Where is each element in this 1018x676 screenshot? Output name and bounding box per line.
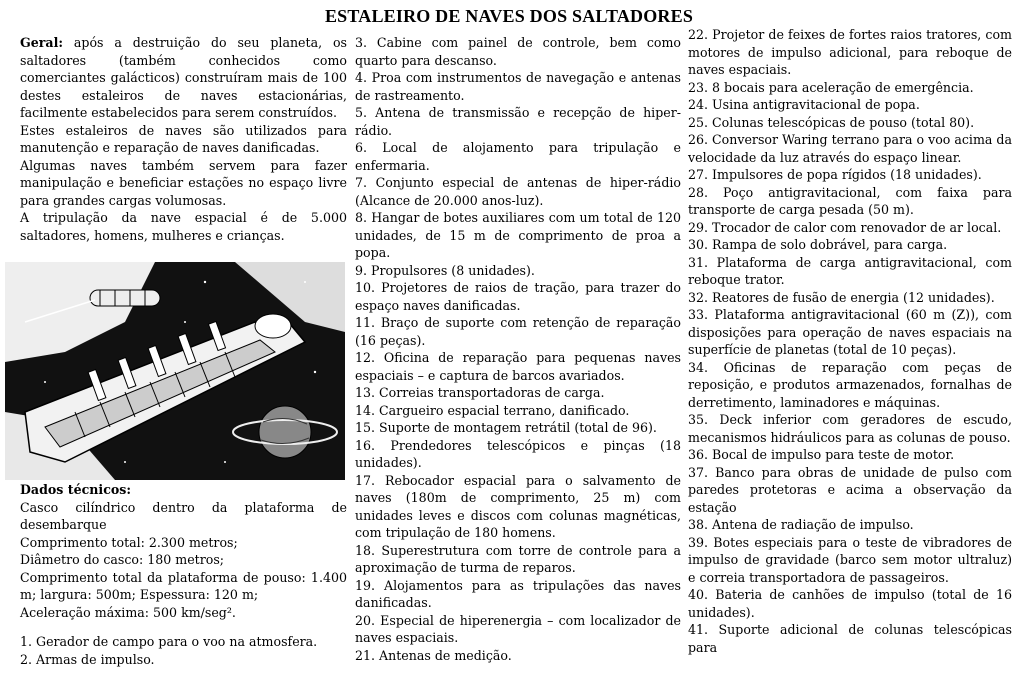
list-item: 18. Superestrutura com torre de controle para a aproximação de turma de reparos. [355,542,681,575]
list-item: 14. Cargueiro espacial terrano, danificado. [355,402,630,418]
geral-paragraph-3: Algumas naves também servem para fazer manipulação e beneficiar estações no espaço livre para grandes cargas volumosas. [20,157,347,208]
list-item: 17. Rebocador espacial para o salvamento de naves (180m de comprimento, 25 m) com unidades leves e discos com colunas magnéticas, com tripulação de 180 homens. [355,472,681,540]
column-1 [20,34,347,244]
list-item: 41. Suporte adicional de colunas telescópicas para [688,622,1012,655]
list-item: 9. Propulsores (8 unidades). [355,262,535,278]
list-item: 6. Local de alojamento para tripulação e enfermaria. [355,140,681,173]
geral-paragraph-2: Estes estaleiros de naves são utilizados para manutenção e reparação de naves danificadas. [20,122,347,155]
geral-paragraph-4: A tripulação da nave espacial é de 5.000 saltadores, homens, mulheres e crianças. [20,210,347,243]
page-title: ESTALEIRO DE NAVES DOS SALTADORES [324,6,694,26]
list-item: 35. Deck inferior com geradores de escudo, mecanismos hidráulicos para as colunas de pouso. [688,412,1012,445]
list-item: 27. Impulsores de popa rígidos (18 unidades). [688,167,982,182]
list-item: 1. Gerador de campo para o voo na atmosfera. [20,634,318,649]
list-item: 39. Botes especiais para o teste de vibradores de impulso de gravidade (barco sem motor ultraluz) e correia transportadora de passageiros. [688,534,1012,585]
list-item: 8. Hangar de botes auxiliares com um total de 120 unidades, de 15 m de comprimento de proa a popa. [355,210,681,260]
list-item: 25. Colunas telescópicas de pouso (total 80). [688,114,975,130]
geral-paragraph-1 [20,34,347,122]
list-item: 38. Antena de radiação de impulso. [688,517,914,532]
list-item: 20. Especial de hiperenergia – com localizador de naves espaciais. [355,612,681,645]
column-3 [688,26,1012,656]
list-item: 16. Prendedores telescópicos e pinças (18 unidades). [355,437,681,470]
dados-line: Aceleração máxima: 500 km/seg². [20,604,236,620]
list-item: 11. Braço de suporte com retenção de reparação (16 peças). [355,315,681,348]
list-item: 7. Conjunto especial de antenas de hiper-rádio (Alcance de 20.000 anos-luz). [355,175,681,208]
list-item: 13. Correias transportadoras de carga. [355,385,605,400]
list-item: 33. Plataforma antigravitacional (60 m (Z)), com disposições para operação de naves espaciais na superfície de planetas (total de 10 peças). [688,307,1012,357]
column-2 [355,34,681,664]
list-item: 40. Bateria de canhões de impulso (total de 16 unidades). [688,587,1012,620]
list-item: 10. Projetores de raios de tração, para trazer do espaço naves danificadas. [355,280,681,313]
list-item: 24. Usina antigravitacional de popa. [688,97,920,112]
list-item: 21. Antenas de medição. [355,647,512,663]
list-item: 29. Trocador de calor com renovador de ar local. [688,219,1002,235]
dados-line: Diâmetro do casco: 180 metros; [20,552,225,567]
dados-line: Comprimento total da plataforma de pouso: 1.400 m; largura: 500m; Espessura: 120 m; [20,569,347,602]
list-item: 19. Alojamentos para as tripulações das naves danificadas. [355,577,681,610]
list-item: 26. Conversor Waring terrano para o voo acima da velocidade da luz através do espaço linear. [688,132,1012,165]
list-item: 37. Banco para obras de unidade de pulso com paredes protetoras e acima a observação da estação [688,464,1012,515]
list-item: 34. Oficinas de reparação com peças de reposição, e produtos armazenados, fornalhas de derretimento, laminadores e máquinas. [688,359,1012,410]
list-item: 32. Reatores de fusão de energia (12 unidades). [688,289,995,305]
dados-line: Casco cilíndrico dentro da plataforma de desembarque [20,499,347,532]
list-item: 2. Armas de impulso. [20,651,155,667]
list-item: 15. Suporte de montagem retrátil (total de 96). [355,420,657,435]
geral-text: após a destruição do seu planeta, os saltadores (também conhecidos como comerciantes galácticos) construíram mais de 100 destes estaleiros de naves estacionárias, facilmente estabelecidos para serem construídos. [20,35,347,120]
dados-line: Comprimento total: 2.300 metros; [20,534,238,550]
list-item: 22. Projetor de feixes de fortes raios tratores, com motores de impulso adicional, para reboque de naves espaciais. [688,27,1012,77]
list-item: 36. Bocal de impulso para teste de motor. [688,447,955,462]
illustration-svg [5,262,345,480]
spaceship-illustration [5,262,345,480]
list-item: 30. Rampa de solo dobrável, para carga. [688,237,948,252]
list-item: 4. Proa com instrumentos de navegação e antenas de rastreamento. [355,70,681,103]
dados-label: Dados técnicos: [20,482,132,497]
list-item: 31. Plataforma de carga antigravitacional, com reboque trator. [688,254,1012,287]
list-item: 28. Poço antigravitacional, com faixa para transporte de carga pesada (50 m). [688,184,1012,217]
list-item: 23. 8 bocais para aceleração de emergência. [688,79,974,95]
geral-label: Geral: [20,35,63,50]
list-item: 12. Oficina de reparação para pequenas naves espaciais – e captura de barcos avariados. [355,350,681,383]
list-item: 3. Cabine com painel de controle, bem como quarto para descanso. [355,35,681,68]
technical-data [20,481,347,668]
list-item: 5. Antena de transmissão e recepção de hiper-rádio. [355,105,681,138]
